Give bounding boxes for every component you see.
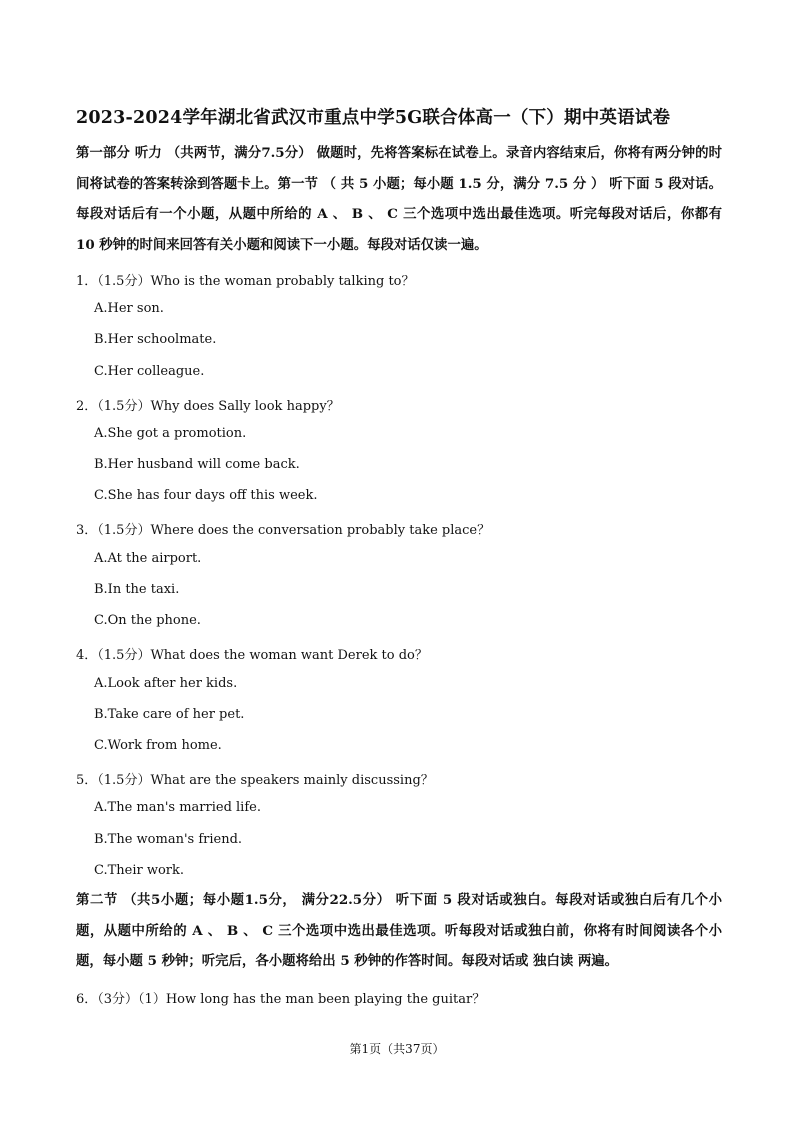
question-1-option-c: C.Her colleague. — [94, 364, 205, 379]
question-1-option-a: A.Her son. — [94, 301, 164, 316]
question-5: 5．（1.5分）What are the speakers mainly discussing？ — [76, 773, 434, 788]
question-2-option-b: B.Her husband will come back. — [94, 457, 300, 472]
question-4-option-b: B.Take care of her pet. — [94, 707, 245, 722]
question-2-option-a: A.She got a promotion. — [94, 426, 247, 441]
question-1: 1．（1.5分）Who is the woman probably talking to？ — [76, 274, 415, 289]
question-3-option-a: A.At the airport. — [94, 551, 202, 566]
question-4: 4．（1.5分）What does the woman want Derek to do？ — [76, 648, 428, 663]
question-4-option-c: C.Work from home. — [94, 738, 222, 753]
exam-title: 2023-2024学年湖北省武汉市重点中学5G联合体高一（下）期中英语试卷 — [76, 108, 671, 128]
question-5-option-c: C.Their work. — [94, 863, 185, 878]
section1-instructions: 第一部分 听力 （共两节，满分7.5分） 做题时，先将答案标在试卷上。录音内容结束后，你将有两分钟的时间将试卷的答案转涂到答题卡上。第一节 （ 共 5 小题；每小题 1.5 分，满分 7.5 分 ） 听下面 5 段对话。每段对话后有一个小题，从题中所给的 A 、 B 、 C 三个选项中选出最佳选项。听完每段对话后，你都有 10 秒钟的时间来回答有关小题和阅读下一小题。每段对话仅读一遍。 — [76, 145, 722, 253]
question-2-option-c: C.She has four days off this week. — [94, 488, 318, 503]
page-footer: 第1页（共37页） — [349, 1042, 445, 1056]
question-2: 2．（1.5分）Why does Sally look happy？ — [76, 399, 340, 414]
question-3-option-b: B.In the taxi. — [94, 582, 180, 597]
question-3-option-c: C.On the phone. — [94, 613, 201, 628]
question-3: 3．（1.5分）Where does the conversation probably take place？ — [76, 523, 491, 538]
question-5-option-b: B.The woman's friend. — [94, 832, 243, 847]
question-5-option-a: A.The man's married life. — [94, 800, 261, 815]
question-1-option-b: B.Her schoolmate. — [94, 332, 217, 347]
section2-instructions: 第二节 （共5小题；每小题1.5分， 满分22.5分） 听下面 5 段对话或独白。每段对话或独白后有几个小题，从题中所给的 A 、 B 、 C 三个选项中选出最佳选项。听每段对话或独白前，你将有时间阅读各个小题，每小题 5 秒钟；听完后，各小题将给出 5 秒钟的作答时间。每段对话或 独白读 两遍。 — [76, 892, 722, 969]
question-6: 6．（3分）（1）How long has the man been playing the guitar？ — [76, 992, 486, 1007]
question-4-option-a: A.Look after her kids. — [94, 676, 238, 691]
